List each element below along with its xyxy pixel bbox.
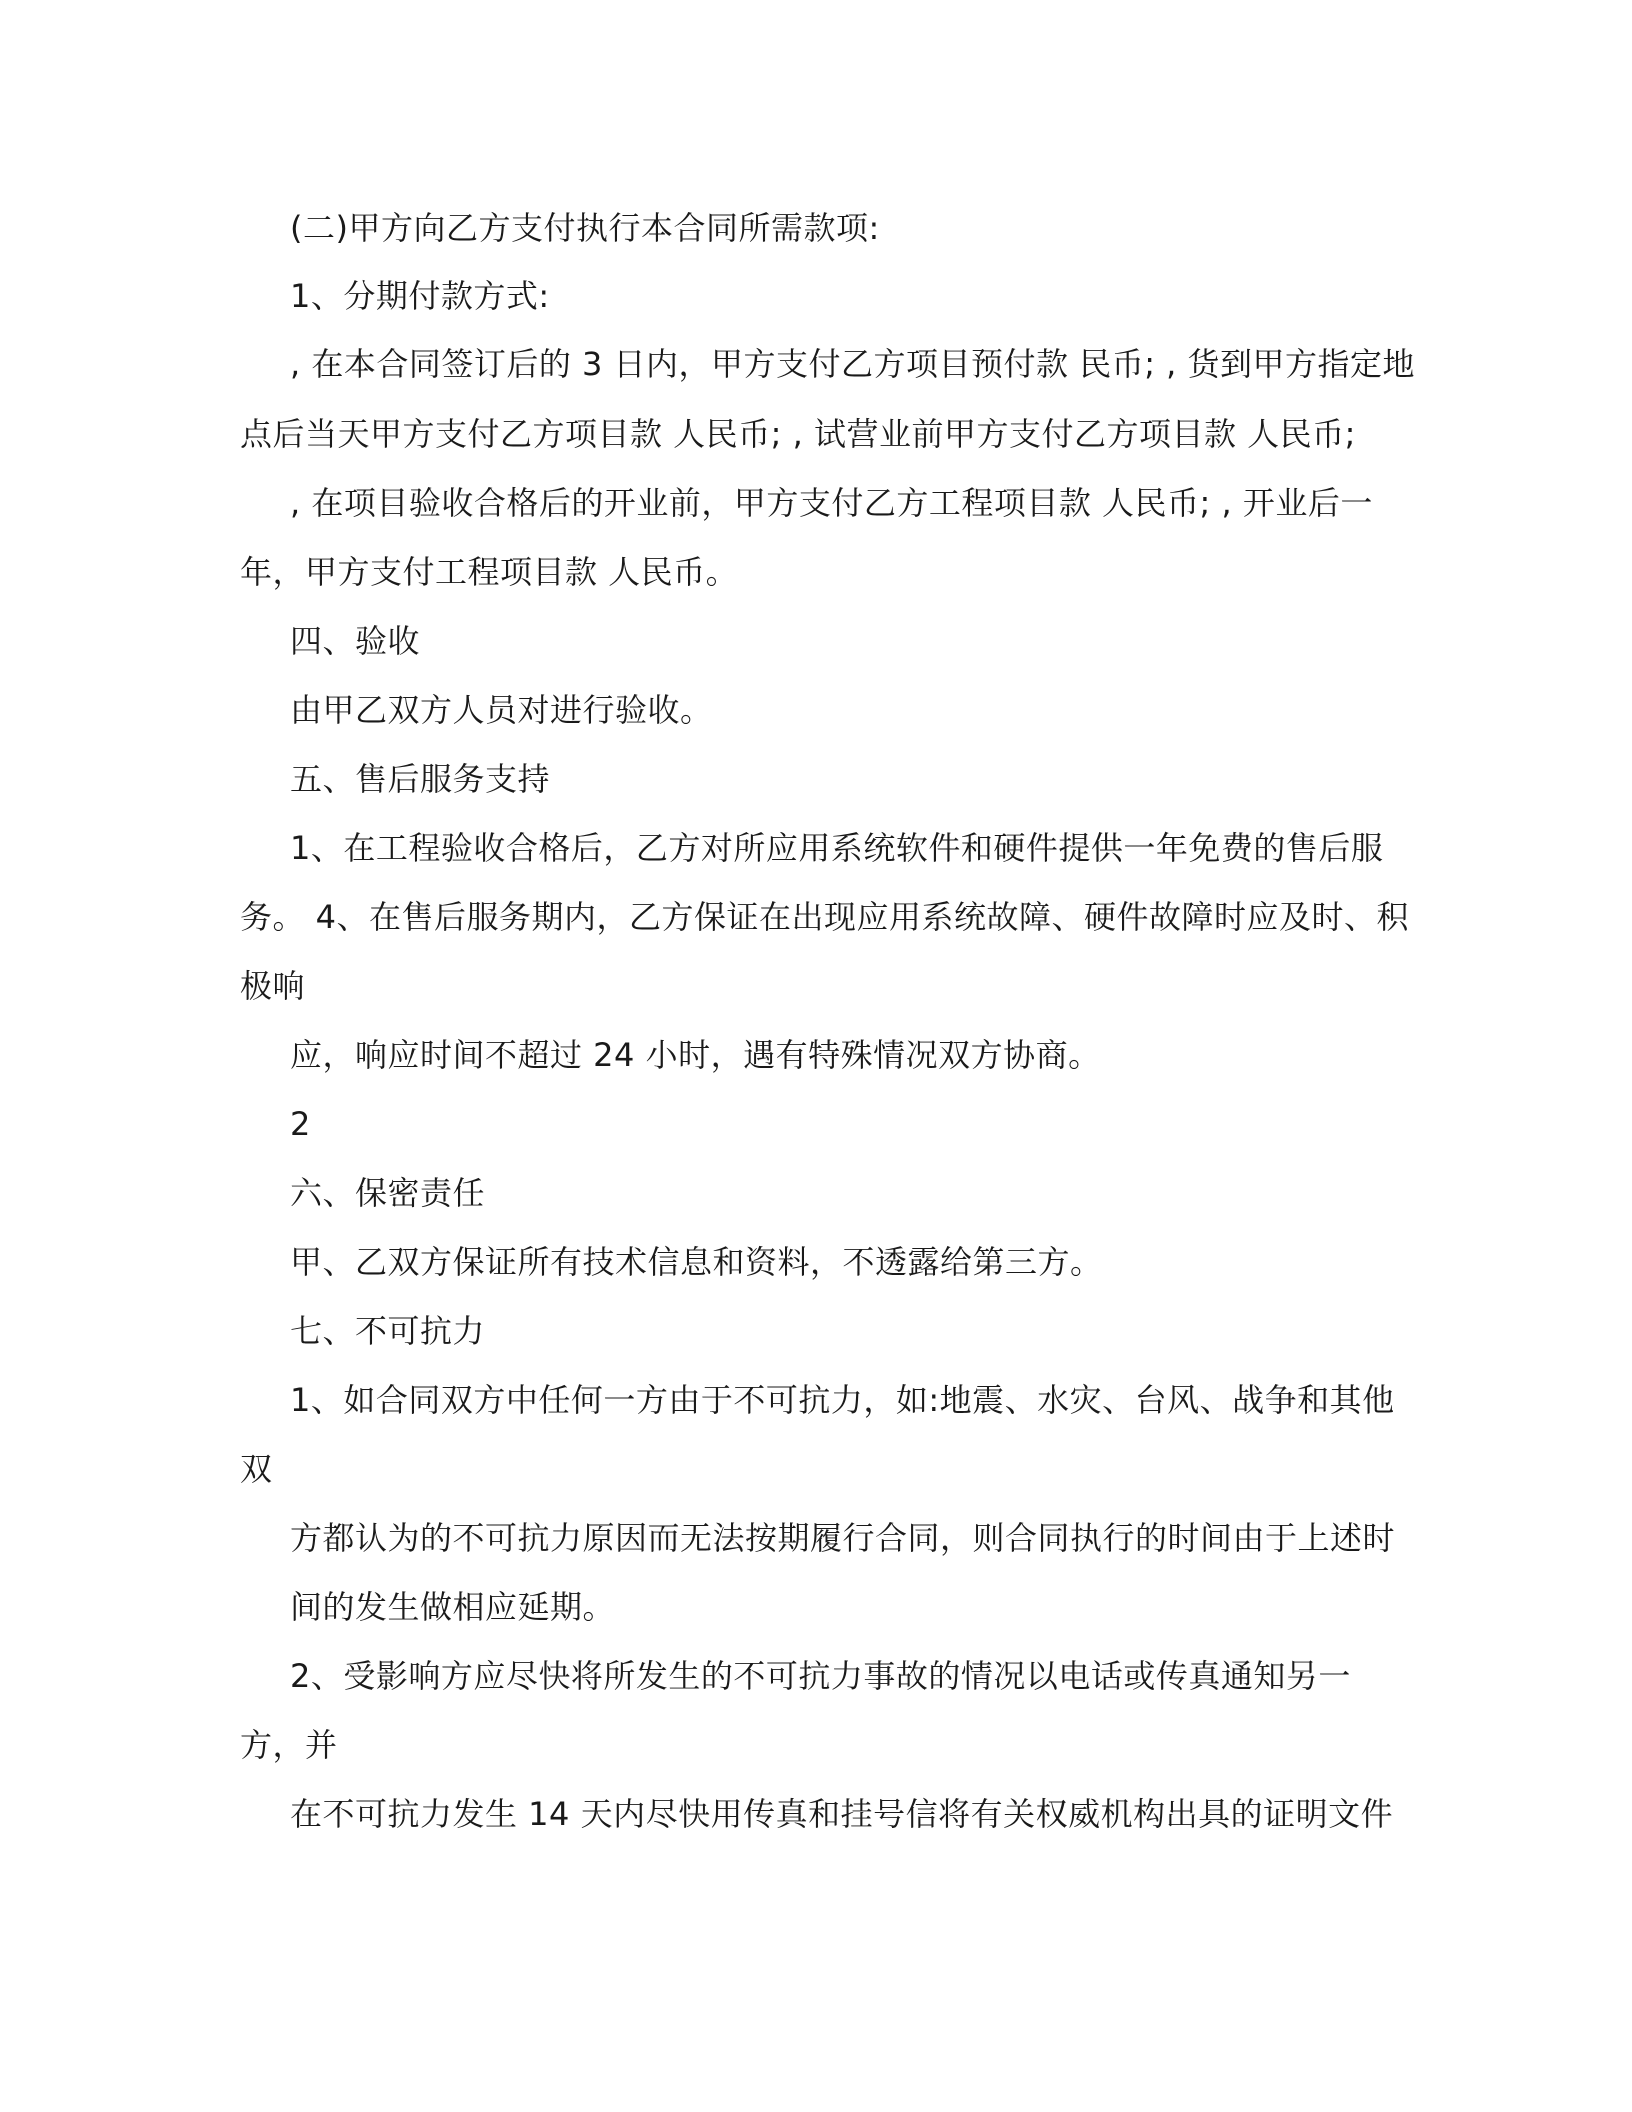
paragraph-line: 2、受影响方应尽快将所发生的不可抗力事故的情况以电话或传真通知另一 (290, 1657, 1351, 1695)
paragraph-line: 应，响应时间不超过 24 小时，遇有特殊情况双方协商。 (290, 1036, 1101, 1074)
paragraph-line: 甲、乙双方保证所有技术信息和资料，不透露给第三方。 (290, 1243, 1103, 1281)
clause-installment: 1、分期付款方式: (290, 277, 550, 315)
section-heading-force-majeure: 七、不可抗力 (290, 1312, 486, 1350)
paragraph-line: 方，并 (240, 1726, 338, 1764)
section-heading-acceptance: 四、验收 (290, 622, 421, 660)
paragraph-line: 双 (240, 1450, 273, 1488)
paragraph-line: 极响 (240, 967, 306, 1005)
paragraph-line: , 在本合同签订后的 3 日内，甲方支付乙方项目预付款 民币; , 货到甲方指定地 (290, 345, 1416, 383)
paragraph-line: 点后当天甲方支付乙方项目款 人民币; , 试营业前甲方支付乙方项目款 人民币; (240, 415, 1356, 453)
paragraph-line: , 在项目验收合格后的开业前，甲方支付乙方工程项目款 人民币; , 开业后一 (290, 484, 1373, 522)
paragraph-line: 在不可抗力发生 14 天内尽快用传真和挂号信将有关权威机构出具的证明文件 (290, 1795, 1394, 1833)
paragraph-line: 务。 4、在售后服务期内，乙方保证在出现应用系统故障、硬件故障时应及时、积 (240, 898, 1410, 936)
page-number: 2 (290, 1105, 311, 1143)
paragraph-line: 由甲乙双方人员对进行验收。 (290, 691, 713, 729)
paragraph-line: 1、在工程验收合格后，乙方对所应用系统软件和硬件提供一年免费的售后服 (290, 829, 1384, 867)
section-heading-confidentiality: 六、保密责任 (290, 1174, 486, 1212)
section-heading-after-sales: 五、售后服务支持 (290, 760, 551, 798)
paragraph-line: 方都认为的不可抗力原因而无法按期履行合同，则合同执行的时间由于上述时 (290, 1519, 1396, 1557)
paragraph-line: 1、如合同双方中任何一方由于不可抗力，如:地震、水灾、台风、战争和其他 (290, 1381, 1395, 1419)
section-heading-payment: (二)甲方向乙方支付执行本合同所需款项: (290, 209, 880, 247)
paragraph-line: 间的发生做相应延期。 (290, 1588, 616, 1626)
paragraph-line: 年，甲方支付工程项目款 人民币。 (240, 553, 739, 591)
